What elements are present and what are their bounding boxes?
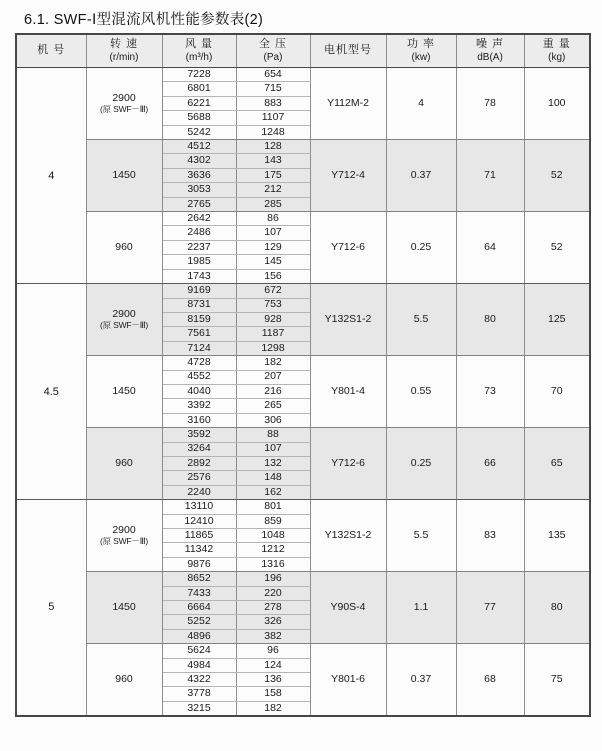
airflow-cell: 3160 (162, 413, 236, 427)
airflow-cell: 8731 (162, 298, 236, 312)
airflow-cell: 2486 (162, 226, 236, 240)
column-header-unit: (kg) (548, 51, 566, 63)
airflow-cell: 9876 (162, 557, 236, 571)
motor-model-cell: Y801-4 (310, 356, 386, 428)
pressure-cell: 107 (236, 226, 310, 240)
pressure-cell: 136 (236, 673, 310, 687)
pressure-cell: 124 (236, 658, 310, 672)
airflow-cell: 6801 (162, 82, 236, 96)
speed-cell (86, 212, 162, 284)
speed-value: 2900 (112, 524, 136, 537)
column-header-7 (524, 34, 590, 68)
airflow-cell: 12410 (162, 514, 236, 528)
airflow-cell: 7561 (162, 327, 236, 341)
column-header-3 (236, 34, 310, 68)
power-cell: 0.25 (386, 428, 456, 500)
speed-cell (86, 284, 162, 356)
column-header-label: 功 率 (406, 38, 436, 51)
airflow-cell: 5624 (162, 644, 236, 658)
pressure-cell: 129 (236, 240, 310, 254)
pressure-cell: 801 (236, 500, 310, 514)
pressure-cell: 182 (236, 356, 310, 370)
column-header-4 (310, 34, 386, 68)
column-header-label: 噪 声 (475, 38, 505, 51)
airflow-cell: 4322 (162, 673, 236, 687)
airflow-cell: 2642 (162, 212, 236, 226)
table-row (16, 572, 590, 586)
pressure-cell: 220 (236, 586, 310, 600)
pressure-cell: 86 (236, 212, 310, 226)
pressure-cell: 306 (236, 413, 310, 427)
pressure-cell: 156 (236, 269, 310, 283)
speed-cell (86, 572, 162, 644)
motor-model-cell: Y712-6 (310, 212, 386, 284)
pressure-cell: 196 (236, 572, 310, 586)
pressure-cell: 883 (236, 96, 310, 110)
pressure-cell: 285 (236, 197, 310, 211)
airflow-cell: 4512 (162, 140, 236, 154)
pressure-cell: 88 (236, 428, 310, 442)
speed-cell (86, 68, 162, 140)
pressure-cell: 859 (236, 514, 310, 528)
speed-value: 1450 (112, 385, 136, 398)
power-cell: 5.5 (386, 284, 456, 356)
noise-cell: 83 (456, 500, 524, 572)
machine-no-cell: 4.5 (16, 284, 86, 500)
pressure-cell: 654 (236, 68, 310, 82)
weight-cell: 52 (524, 212, 590, 284)
pressure-cell: 216 (236, 384, 310, 398)
airflow-cell: 3392 (162, 399, 236, 413)
pressure-cell: 715 (236, 82, 310, 96)
airflow-cell: 3636 (162, 168, 236, 182)
speed-cell (86, 644, 162, 716)
airflow-cell: 5688 (162, 111, 236, 125)
pressure-cell: 128 (236, 140, 310, 154)
noise-cell: 66 (456, 428, 524, 500)
machine-no-cell: 4 (16, 68, 86, 284)
weight-cell: 125 (524, 284, 590, 356)
airflow-cell: 2576 (162, 471, 236, 485)
airflow-cell: 4728 (162, 356, 236, 370)
table-row (16, 68, 590, 82)
pressure-cell: 145 (236, 255, 310, 269)
fan-performance-table (15, 33, 591, 717)
pressure-cell: 148 (236, 471, 310, 485)
column-header-6 (456, 34, 524, 68)
column-header-label: 风 量 (184, 38, 214, 51)
column-header-0 (16, 34, 86, 68)
column-header-unit: (Pa) (263, 51, 283, 63)
power-cell: 0.37 (386, 644, 456, 716)
table-row (16, 644, 590, 658)
airflow-cell: 7228 (162, 68, 236, 82)
pressure-cell: 175 (236, 168, 310, 182)
column-header-label: 转 速 (109, 38, 139, 51)
pressure-cell: 382 (236, 629, 310, 643)
pressure-cell: 207 (236, 370, 310, 384)
airflow-cell: 3215 (162, 701, 236, 715)
pressure-cell: 1316 (236, 557, 310, 571)
airflow-cell: 1985 (162, 255, 236, 269)
airflow-cell: 11342 (162, 543, 236, 557)
table-row (16, 140, 590, 154)
column-header-2 (162, 34, 236, 68)
machine-no-cell: 5 (16, 500, 86, 716)
motor-model-cell: Y801-6 (310, 644, 386, 716)
airflow-cell: 3592 (162, 428, 236, 442)
power-cell: 5.5 (386, 500, 456, 572)
power-cell: 0.37 (386, 140, 456, 212)
pressure-cell: 132 (236, 456, 310, 470)
pressure-cell: 1107 (236, 111, 310, 125)
weight-cell: 135 (524, 500, 590, 572)
pressure-cell: 1298 (236, 341, 310, 355)
pressure-cell: 1187 (236, 327, 310, 341)
speed-cell (86, 140, 162, 212)
pressure-cell: 1248 (236, 125, 310, 139)
motor-model-cell: Y712-6 (310, 428, 386, 500)
header-row (16, 34, 590, 68)
airflow-cell: 5252 (162, 615, 236, 629)
weight-cell: 80 (524, 572, 590, 644)
table-header (16, 34, 590, 68)
pressure-cell: 672 (236, 284, 310, 298)
airflow-cell: 11865 (162, 529, 236, 543)
pressure-cell: 278 (236, 601, 310, 615)
motor-model-cell: Y712-4 (310, 140, 386, 212)
airflow-cell: 2237 (162, 240, 236, 254)
speed-value: 1450 (112, 168, 136, 181)
airflow-cell: 2765 (162, 197, 236, 211)
noise-cell: 64 (456, 212, 524, 284)
pressure-cell: 158 (236, 687, 310, 701)
pressure-cell: 212 (236, 183, 310, 197)
speed-value: 960 (115, 457, 133, 470)
speed-value: 960 (115, 241, 133, 254)
column-header-unit: (r/min) (109, 51, 139, 63)
speed-value: 2900 (112, 92, 136, 105)
airflow-cell: 9169 (162, 284, 236, 298)
motor-model-cell: Y132S1-2 (310, 284, 386, 356)
column-header-label: 机 号 (37, 44, 66, 57)
airflow-cell: 3778 (162, 687, 236, 701)
motor-model-cell: Y90S-4 (310, 572, 386, 644)
page-title: 6.1. SWF-Ⅰ型混流风机性能参数表(2) (24, 12, 264, 28)
pressure-cell: 928 (236, 312, 310, 326)
airflow-cell: 8159 (162, 312, 236, 326)
airflow-cell: 2892 (162, 456, 236, 470)
weight-cell: 70 (524, 356, 590, 428)
column-header-label: 重 量 (542, 38, 571, 51)
weight-cell: 75 (524, 644, 590, 716)
column-header-1 (86, 34, 162, 68)
speed-note: (原 SWF－Ⅲ) (100, 104, 148, 115)
pressure-cell: 96 (236, 644, 310, 658)
pressure-cell: 182 (236, 701, 310, 715)
weight-cell: 52 (524, 140, 590, 212)
column-header-label: 全 压 (258, 38, 288, 51)
power-cell: 0.55 (386, 356, 456, 428)
power-cell: 1.1 (386, 572, 456, 644)
airflow-cell: 2240 (162, 485, 236, 499)
speed-value: 2900 (112, 308, 136, 321)
noise-cell: 68 (456, 644, 524, 716)
pressure-cell: 1048 (236, 529, 310, 543)
pressure-cell: 162 (236, 485, 310, 499)
column-header-label: 电机型号 (324, 44, 372, 57)
pressure-cell: 265 (236, 399, 310, 413)
noise-cell: 80 (456, 284, 524, 356)
pressure-cell: 107 (236, 442, 310, 456)
airflow-cell: 4552 (162, 370, 236, 384)
weight-cell: 100 (524, 68, 590, 140)
airflow-cell: 4302 (162, 154, 236, 168)
airflow-cell: 7433 (162, 586, 236, 600)
speed-cell (86, 356, 162, 428)
power-cell: 0.25 (386, 212, 456, 284)
airflow-cell: 6221 (162, 96, 236, 110)
airflow-cell: 4896 (162, 629, 236, 643)
column-header-unit: dB(A) (477, 51, 503, 63)
airflow-cell: 4984 (162, 658, 236, 672)
table-body (16, 68, 590, 716)
speed-cell (86, 500, 162, 572)
column-header-5 (386, 34, 456, 68)
pressure-cell: 143 (236, 154, 310, 168)
pressure-cell: 326 (236, 615, 310, 629)
speed-value: 960 (115, 672, 133, 685)
speed-note: (原 SWF－Ⅲ) (100, 320, 148, 331)
airflow-cell: 13110 (162, 500, 236, 514)
airflow-cell: 7124 (162, 341, 236, 355)
airflow-cell: 6664 (162, 601, 236, 615)
table-row (16, 500, 590, 514)
table-row (16, 212, 590, 226)
column-header-unit: (kw) (411, 51, 431, 63)
airflow-cell: 3264 (162, 442, 236, 456)
noise-cell: 78 (456, 68, 524, 140)
noise-cell: 73 (456, 356, 524, 428)
table-row (16, 284, 590, 298)
weight-cell: 65 (524, 428, 590, 500)
airflow-cell: 1743 (162, 269, 236, 283)
pressure-cell: 1212 (236, 543, 310, 557)
airflow-cell: 3053 (162, 183, 236, 197)
motor-model-cell: Y132S1-2 (310, 500, 386, 572)
table-row (16, 428, 590, 442)
speed-cell (86, 428, 162, 500)
pressure-cell: 753 (236, 298, 310, 312)
table-row (16, 356, 590, 370)
airflow-cell: 5242 (162, 125, 236, 139)
airflow-cell: 4040 (162, 384, 236, 398)
motor-model-cell: Y112M-2 (310, 68, 386, 140)
airflow-cell: 8652 (162, 572, 236, 586)
speed-value: 1450 (112, 601, 136, 614)
power-cell: 4 (386, 68, 456, 140)
noise-cell: 71 (456, 140, 524, 212)
noise-cell: 77 (456, 572, 524, 644)
column-header-unit: (m³/h) (185, 51, 213, 63)
speed-note: (原 SWF－Ⅲ) (100, 536, 148, 547)
